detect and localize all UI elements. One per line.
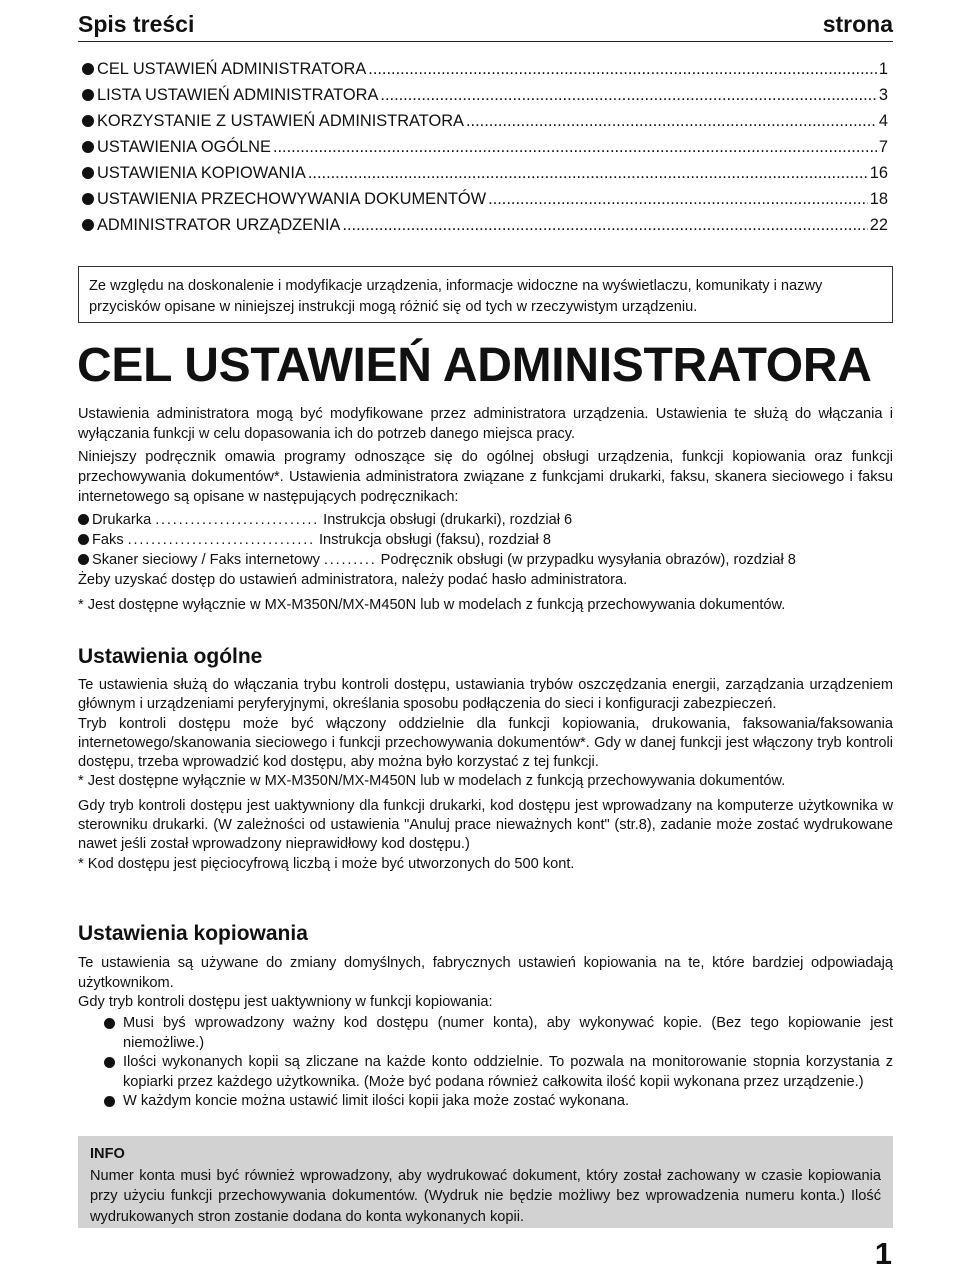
toc-entry-label: ADMINISTRATOR URZĄDZENIA: [97, 216, 341, 234]
toc-entry-label: USTAWIENIA KOPIOWANIA: [97, 164, 306, 182]
list-item-text: W każdym koncie można ustawić limit ilości kopii jaka może zostać wykonana.: [123, 1093, 630, 1109]
toc-page-column-label: strona: [822, 11, 893, 37]
manual-reference: Instrukcja obsługi (faksu), rozdział 8: [318, 532, 551, 548]
admin-purpose-text-2: [78, 570, 893, 615]
info-heading: INFO: [90, 1146, 125, 1162]
paragraph: Żeby uzyskać dostęp do ustawień administratora, należy podać hasło administratora.: [78, 572, 628, 588]
paragraph: Gdy tryb kontroli dostępu jest uaktywniony dla funkcji drukarki, kod dostępu jest wprowadzany na komputerze użytkownika w sterowniku drukarki. (W zależności od ustawienia "Anuluj prace nieważnych kont" (str.8), zadanie może zostać wydrukowane nawet jeśli został wprowadzony nieprawidłowy kod dostępu.): [78, 797, 893, 853]
toc-entry-label: USTAWIENIA PRZECHOWYWANIA DOKUMENTÓW: [97, 190, 487, 208]
bullet-icon: [82, 219, 94, 231]
dot-leader: [380, 86, 876, 105]
list-item-text: Ilości wykonanych kopii są zliczane na każde konto oddzielnie. To pozwala na monitorowanie stopnia korzystania z kopiarki przez każdego użytkownika. (Może być podana również całkowita ilość kopii wykonana przez urządzenie.): [123, 1054, 893, 1090]
toc-entry-label: LISTA USTAWIEŃ ADMINISTRATORA: [97, 86, 379, 104]
toc-entry-label: USTAWIENIA OGÓLNE: [97, 138, 271, 156]
dot-leader: [466, 112, 877, 131]
bullet-icon: [104, 1018, 115, 1029]
toc-entry-label: CEL USTAWIEŃ ADMINISTRATORA: [97, 60, 367, 78]
dot-leader: ................................: [127, 532, 315, 548]
bullet-icon: [78, 554, 89, 565]
paragraph: Te ustawienia służą do włączania trybu kontroli dostępu, ustawiania trybów oszczędzania energii, zarządzania urządzeniem głównym i urządzeniami peryferyjnymi, określania sposobu podłączenia do sieci i konfiguracji zabezpieczeń.: [78, 677, 893, 713]
dot-leader: [308, 164, 868, 183]
footnote: * Jest dostępne wyłącznie w MX-M350N/MX-M450N lub w modelach z funkcją przechowywania dokumentów.: [78, 597, 786, 613]
toc-entry-page: 16: [869, 164, 888, 182]
bullet-icon: [82, 193, 94, 205]
paragraph: Niniejszy podręcznik omawia programy odnoszące się do ogólnej obsługi urządzenia, funkcji kopiowania oraz funkcji przechowywania dokumentów*. Ustawienia administratora związane z funkcjami drukarki, faksu, skanera sieciowego i faksu internetowego są opisane w następujących podręcznikach:: [78, 449, 893, 505]
dot-leader: ............................: [155, 512, 320, 528]
list-item-text: Musi byś wprowadzony ważny kod dostępu (numer konta), aby wykonywać kopie. (Bez tego kopiowanie jest niemożliwe.): [123, 1015, 893, 1051]
bullet-icon: [104, 1057, 115, 1068]
paragraph: Ustawienia administratora mogą być modyfikowane przez administratora urządzenia. Ustawienia te służą do włączania i wyłączania funkcji w celu dopasowania ich do potrzeb danego miejsca pracy.: [78, 406, 893, 442]
toc-entry-label: KORZYSTANIE Z USTAWIEŃ ADMINISTRATORA: [97, 112, 464, 130]
manual-name: Faks: [92, 532, 124, 548]
section-title-admin-purpose: CEL USTAWIEŃ ADMINISTRATORA: [77, 339, 872, 392]
copy-settings-text: [78, 954, 893, 1013]
info-text: Numer konta musi być również wprowadzony, aby wydrukować dokument, który został zachowany w czasie kopiowania przy użyciu funkcji przechowywania dokumentów. (Wydruk nie będzie możliwy bez wprowadzenia numeru konta.) Ilość wydrukowanych stron zostanie dodana do konta wykonanych kopii.: [90, 1167, 881, 1225]
dot-leader: [342, 216, 867, 235]
toc-entry[interactable]: [82, 190, 888, 216]
list-item: [78, 1092, 893, 1112]
general-settings-text: [78, 676, 893, 874]
toc-header: [78, 7, 893, 42]
admin-purpose-text: [78, 404, 893, 507]
bullet-icon: [104, 1096, 115, 1107]
section-title-copy: Ustawienia kopiowania: [78, 922, 308, 945]
toc-entry-page: 4: [878, 112, 888, 130]
manual-reference: Podręcznik obsługi (w przypadku wysyłania obrazów), rozdział 8: [380, 552, 796, 568]
footnote: * Kod dostępu jest pięciocyfrową liczbą i może być utworzonych do 500 kont.: [78, 855, 575, 872]
list-item: [78, 512, 893, 532]
bullet-icon: [78, 534, 89, 545]
table-of-contents: [82, 60, 888, 242]
notice-box: Ze względu na doskonalenie i modyfikacje urządzenia, informacje widoczne na wyświetlaczu, komunikaty i nazwy przycisków opisane w niniejszej instrukcji mogą różnić się od tych w rzeczywistym urządzeniu.: [78, 266, 893, 323]
bullet-icon: [78, 514, 89, 525]
dot-leader: [368, 60, 877, 79]
manuals-list: [78, 512, 893, 572]
toc-entry-page: 7: [878, 138, 888, 156]
info-box: [78, 1136, 893, 1228]
footnote: * Jest dostępne wyłącznie w MX-M350N/MX-M450N lub w modelach z funkcją przechowywania dokumentów.: [78, 773, 786, 790]
list-item: [78, 1014, 893, 1053]
bullet-icon: [82, 63, 94, 75]
toc-entry-page: 3: [878, 86, 888, 104]
manual-name: Drukarka: [92, 512, 152, 528]
toc-entry[interactable]: [82, 60, 888, 86]
section-title-general: Ustawienia ogólne: [78, 645, 263, 668]
toc-title: Spis treści: [78, 11, 195, 37]
paragraph: Gdy tryb kontroli dostępu jest uaktywniony w funkcji kopiowania:: [78, 994, 493, 1010]
list-item: [78, 552, 893, 572]
toc-entry[interactable]: [82, 164, 888, 190]
bullet-icon: [82, 141, 94, 153]
manual-reference: Instrukcja obsługi (drukarki), rozdział 6: [323, 512, 573, 528]
toc-entry-page: 1: [878, 60, 888, 78]
bullet-icon: [82, 115, 94, 127]
bullet-icon: [82, 89, 94, 101]
dot-leader: [488, 190, 868, 209]
paragraph: Tryb kontroli dostępu może być włączony oddzielnie dla funkcji kopiowania, drukowania, faksowania/faksowania internetowego/skanowania sieciowego i funkcji przechowywania dokumentów*. Gdy w danej funkcji jest włączony tryb kontroli dostępu, trzeba wprowadzić kod dostępu, aby można było korzystać z tej funkcji.: [78, 715, 893, 771]
bullet-icon: [82, 167, 94, 179]
toc-entry[interactable]: [82, 86, 888, 112]
copy-access-list: [78, 1014, 893, 1112]
dot-leader: [273, 138, 877, 157]
toc-entry[interactable]: [82, 216, 888, 242]
toc-entry-page: 18: [869, 190, 888, 208]
toc-entry-page: 22: [869, 216, 888, 234]
paragraph: Te ustawienia są używane do zmiany domyślnych, fabrycznych ustawień kopiowania na te, które bardziej odpowiadają użytkownikom.: [78, 955, 893, 991]
list-item: [78, 1053, 893, 1092]
toc-entry[interactable]: [82, 138, 888, 164]
dot-leader: .........: [323, 552, 377, 568]
page-number: 1: [874, 1236, 892, 1271]
toc-entry[interactable]: [82, 112, 888, 138]
list-item: [78, 532, 893, 552]
manual-name: Skaner sieciowy / Faks internetowy: [92, 552, 320, 568]
